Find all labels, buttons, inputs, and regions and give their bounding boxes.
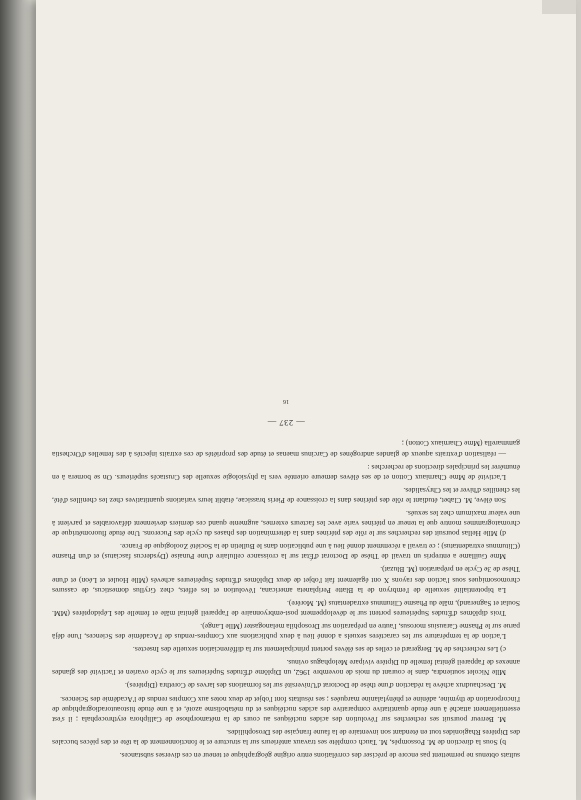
paragraph: M. Berreur poursuit ses recherches sur l'évolution des acides nucléiques au cours de la métamorphose de Calliphora erythrocephala ; il s'est essentiellement attaché à une étude quantitative comparative des acides nucléiques et du métabolisme azoté, et à une étude histoautoradiographique de l'incorporation de thymine, adénine et phénylalanine marquées ; ses résultats font l'objet de deux notes aux Comptes rendus de l'Académie des Sciences. bbox=[52, 694, 520, 724]
paragraph: sultats obtenus ne permettent pas encore de préciser des corrélations entre origine géographique et teneur en ces diverses substances. bbox=[119, 751, 520, 760]
paragraph: b) Sous la direction de M. Possompès, M. Tauch complète ses travaux antérieurs sur la structure et le fonctionnement de la tête et des pièces buccales des Diptères Rhagionides tout en étendant son inventaire de la faune française des Drosophilides. bbox=[52, 727, 520, 747]
folio-mark: 16 bbox=[283, 398, 289, 405]
paragraph: M. Deschaudrux achève la rédaction d'une thèse de Doctorat d'Université sur les formations des larves de Corethra (Diptères). bbox=[125, 681, 506, 691]
paragraph: c) Les recherches de M. Bergerard et celles de ses élèves portent principalement sur la différenciation sexuelle des Insectes. bbox=[132, 645, 506, 655]
paragraph: Son élève, M. Clabet, étudiant le rôle des ptérines dans la croissance de Pieris brassicae, établit leurs variations quantitatives chez les chenilles d'été, les chenilles d'hiver et les Chrysalides. bbox=[52, 485, 520, 505]
page-corner bbox=[542, 0, 576, 14]
paragraph: Trois diplômes d'Études Supérieures portent sur le développement post-embryonnaire de l'appareil génital mâle et femelle des Lépidoptères (MM. Soulat et Sagnerand), mâle du Phasme Clitumnus extradentatus (M. Morère). bbox=[52, 598, 520, 618]
page-number: — 237 — bbox=[267, 418, 305, 429]
paragraph: Mlle Nicolet soutiendra, dans le courant du mois de novembre 1962, un Diplôme d'Études Supérieures sur le cycle ovarien et l'activité des glandes annexes de l'appareil génital femelle du Diptère vivipare Melophagus ovinus. bbox=[52, 658, 520, 678]
paragraph: La bipotentialité sexuelle de l'embryon de la Blatte Periplaneta americana, l'évolution et les effets, chez Gryllus domesticus, de cassures chromosomiques sous l'action des rayons X ont également fait l'objet de deux Diplômes d'Études Supérieures achevés (Mlle Houlet et Léon) et d'une Thèse de 3e Cycle en préparation (M. Bluzat). bbox=[52, 565, 520, 595]
paragraph: d) Mlle Hellas poursuit des recherches sur le rôle des ptérines dans la détermination des phases du cycle des Pucerons. Une étude fluorométrique de chromatogrammes montre que la teneur en ptérines varie avec les facteurs externes, augmente quand ces derniers deviennent défavorables et parvient à une valeur maximum chez les sexués. bbox=[52, 509, 520, 539]
rotated-text-block bbox=[52, 64, 520, 760]
paragraph: L'action de la température sur les caractères sexuels a donné lieu à deux publications aux Comptes-rendus de l'Académie des Sciences, l'une déjà parue sur le Phasme Carausius morosus, l'autre en préparation sur Drosophila melanogaster (Mlle Lange). bbox=[52, 621, 520, 642]
paragraph: — réalisation d'extraits aqueux de glandes androgènes de Carcinus maenas et étude des propriétés de ces extraits injectés à des femelles d'Orchestia gammarella (Mme Charniaux Cotton) ; bbox=[52, 439, 520, 459]
paragraph: Mme Guillame a entrepris un travail de Thèse de Doctorat d'État sur la croissance cellulaire d'une Punaise (Dysdercus fasciatus) et d'un Phasme (Clitumnus extradentatus) ; ce travail a récemment donné lieu à une publication dans le Bulletin de la Société Zoologique de France. bbox=[52, 542, 520, 562]
paragraph: L'activité de Mme Charniaux Cotton et de ses élèves demeure orientée vers la physiologie sexuelle des Crustacés supérieurs. On se bornera à en énumérer les principales directions de recherches : bbox=[52, 462, 520, 482]
